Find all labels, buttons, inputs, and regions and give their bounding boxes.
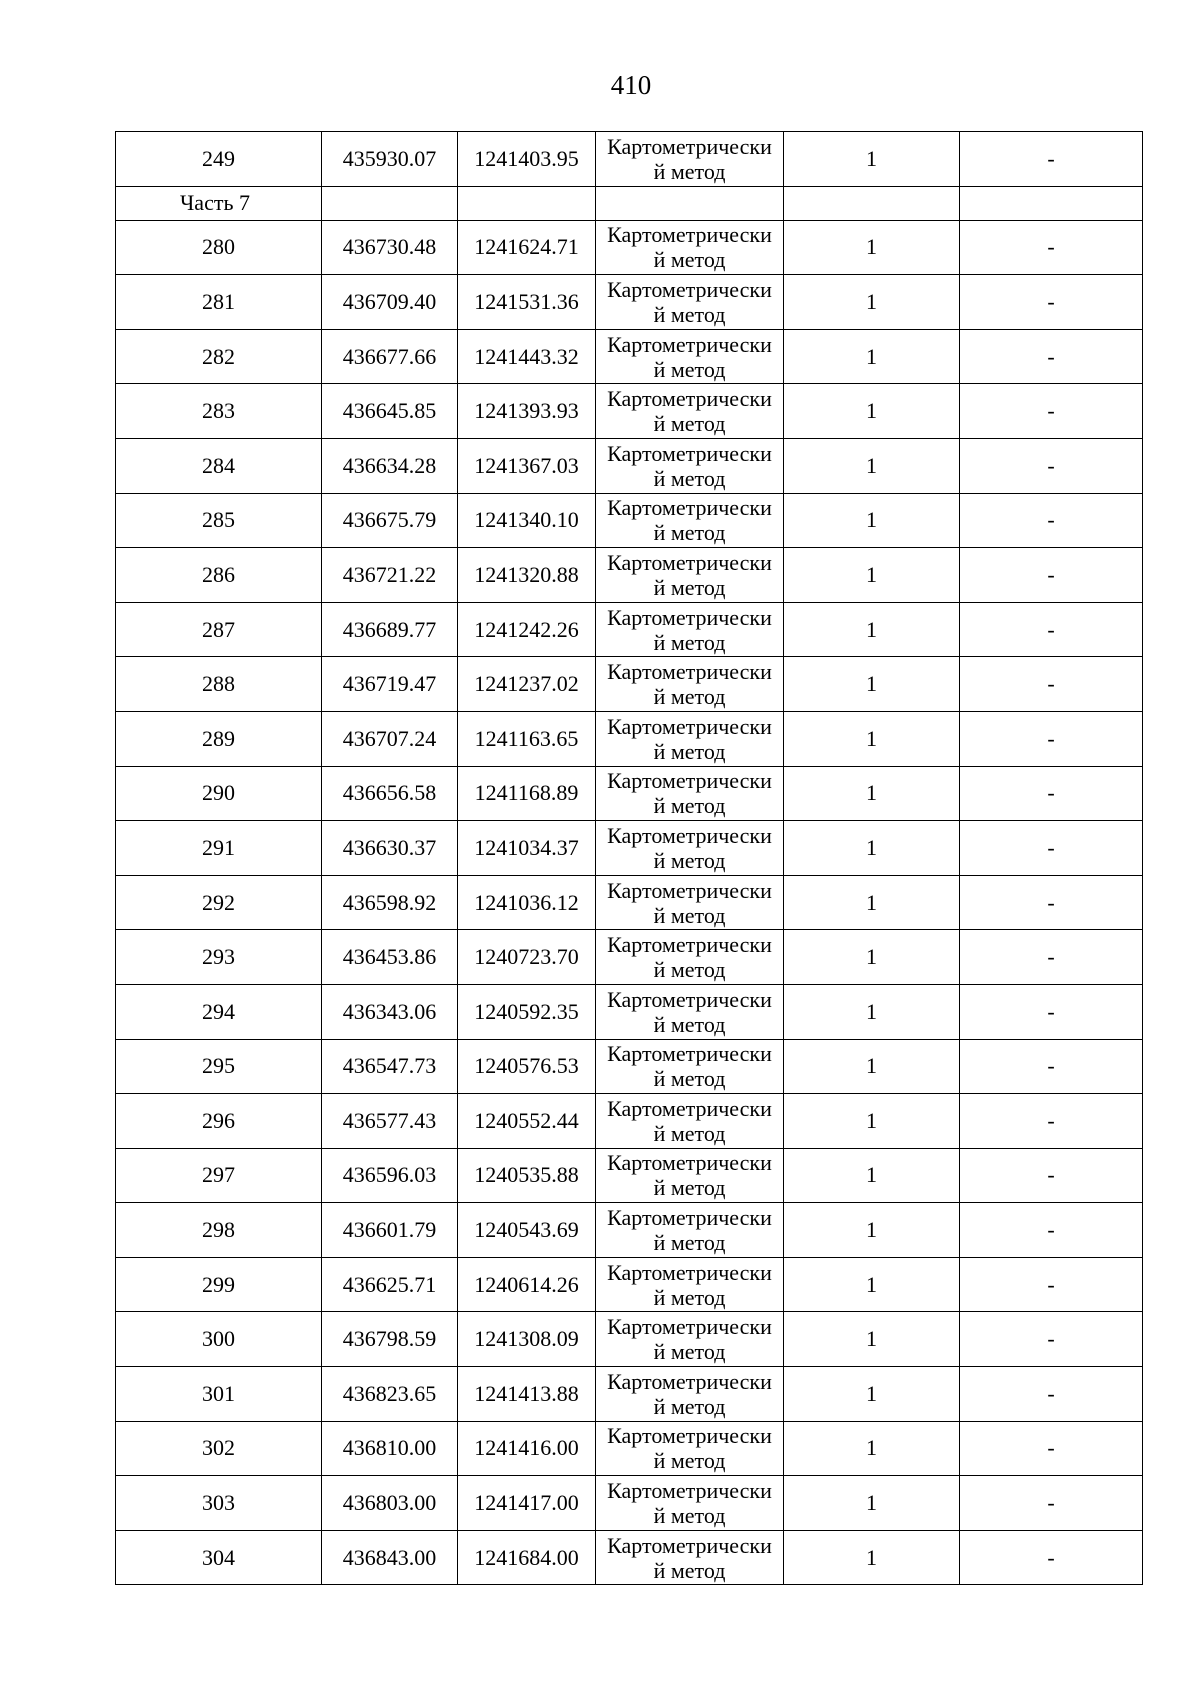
method-cell: [596, 1312, 784, 1367]
x-coordinate-cell: 436843.00: [322, 1530, 458, 1585]
x-coordinate-cell: 436453.86: [322, 930, 458, 985]
note-cell: -: [960, 132, 1143, 187]
table-row: [116, 1312, 1143, 1367]
method-cell: [596, 275, 784, 330]
y-coordinate-cell: 1240592.35: [458, 984, 596, 1039]
method-line-1: Картометрически: [607, 1095, 772, 1121]
y-coordinate-cell: 1241242.26: [458, 602, 596, 657]
y-coordinate-cell: 1241417.00: [458, 1476, 596, 1531]
note-cell: -: [960, 657, 1143, 712]
method-cell: [596, 384, 784, 439]
method-cell: [596, 1039, 784, 1094]
x-coordinate-cell: 436547.73: [322, 1039, 458, 1094]
page-number: 410: [610, 70, 652, 100]
table-row: [116, 766, 1143, 821]
note-cell: -: [960, 1367, 1143, 1422]
method-line-1: Картометрически: [607, 1314, 772, 1340]
method-line-1: Картометрически: [607, 1368, 772, 1394]
method-cell: [596, 220, 784, 275]
accuracy-cell: 1: [784, 1476, 960, 1531]
method-line-1: Картометрически: [607, 713, 772, 739]
y-coordinate-cell: 1241034.37: [458, 821, 596, 876]
accuracy-cell: 1: [784, 220, 960, 275]
method-line-2: й метод: [653, 520, 726, 546]
method-cell: [596, 1203, 784, 1258]
method-cell: [596, 548, 784, 603]
y-coordinate-cell: 1241163.65: [458, 711, 596, 766]
method-line-2: й метод: [653, 465, 726, 491]
note-cell: -: [960, 384, 1143, 439]
note-cell: -: [960, 602, 1143, 657]
note-cell: -: [960, 1257, 1143, 1312]
method-line-2: й метод: [653, 684, 726, 710]
y-coordinate-cell: 1241237.02: [458, 657, 596, 712]
x-coordinate-cell: 436601.79: [322, 1203, 458, 1258]
method-cell: [596, 821, 784, 876]
method-line-2: й метод: [653, 1120, 726, 1146]
method-line-1: Картометрически: [607, 1532, 772, 1558]
note-cell: -: [960, 930, 1143, 985]
y-coordinate-cell: 1241320.88: [458, 548, 596, 603]
note-cell: -: [960, 1530, 1143, 1585]
table-row: [116, 438, 1143, 493]
accuracy-cell: 1: [784, 711, 960, 766]
table-row: [116, 875, 1143, 930]
point-number-cell: 284: [116, 438, 322, 493]
y-coordinate-cell: 1241413.88: [458, 1367, 596, 1422]
method-line-2: й метод: [653, 574, 726, 600]
y-coordinate-cell: 1241443.32: [458, 329, 596, 384]
accuracy-cell: 1: [784, 602, 960, 657]
x-coordinate-cell: 436803.00: [322, 1476, 458, 1531]
table-row: [116, 1039, 1143, 1094]
accuracy-cell: 1: [784, 821, 960, 876]
method-line-2: й метод: [653, 1284, 726, 1310]
method-line-1: Картометрически: [607, 822, 772, 848]
method-cell: [596, 1148, 784, 1203]
x-coordinate-cell: 436810.00: [322, 1421, 458, 1476]
note-cell: -: [960, 1421, 1143, 1476]
note-cell: -: [960, 1148, 1143, 1203]
point-number-cell: 249: [116, 132, 322, 187]
method-cell: [596, 984, 784, 1039]
point-number-cell: 289: [116, 711, 322, 766]
method-line-1: Картометрически: [607, 222, 772, 248]
method-line-2: й метод: [653, 1011, 726, 1037]
method-line-2: й метод: [653, 411, 726, 437]
method-line-1: Картометрически: [607, 877, 772, 903]
method-line-2: й метод: [653, 1393, 726, 1419]
table-row: [116, 821, 1143, 876]
table-row: [116, 329, 1143, 384]
y-coordinate-cell: 1241168.89: [458, 766, 596, 821]
y-coordinate-cell: 1240543.69: [458, 1203, 596, 1258]
point-number-cell: 292: [116, 875, 322, 930]
x-coordinate-cell: 436719.47: [322, 657, 458, 712]
accuracy-cell: 1: [784, 1039, 960, 1094]
point-number-cell: 295: [116, 1039, 322, 1094]
point-number-cell: 287: [116, 602, 322, 657]
table-row: [116, 1421, 1143, 1476]
note-cell: -: [960, 493, 1143, 548]
coordinates-table: [115, 131, 1143, 1585]
y-coordinate-cell: 1241624.71: [458, 220, 596, 275]
point-number-cell: 280: [116, 220, 322, 275]
method-line-2: й метод: [653, 1230, 726, 1256]
accuracy-cell: 1: [784, 1203, 960, 1258]
table-row: [116, 602, 1143, 657]
point-number-cell: 288: [116, 657, 322, 712]
method-cell: [596, 711, 784, 766]
x-coordinate-cell: 436598.92: [322, 875, 458, 930]
empty-cell: [960, 186, 1143, 220]
note-cell: -: [960, 329, 1143, 384]
accuracy-cell: 1: [784, 132, 960, 187]
accuracy-cell: 1: [784, 1148, 960, 1203]
y-coordinate-cell: 1241416.00: [458, 1421, 596, 1476]
point-number-cell: 301: [116, 1367, 322, 1422]
accuracy-cell: 1: [784, 984, 960, 1039]
point-number-cell: 290: [116, 766, 322, 821]
x-coordinate-cell: 436630.37: [322, 821, 458, 876]
accuracy-cell: 1: [784, 875, 960, 930]
accuracy-cell: 1: [784, 1421, 960, 1476]
point-number-cell: 302: [116, 1421, 322, 1476]
accuracy-cell: 1: [784, 766, 960, 821]
method-line-1: Картометрически: [607, 133, 772, 159]
point-number-cell: 281: [116, 275, 322, 330]
method-cell: [596, 438, 784, 493]
point-number-cell: 299: [116, 1257, 322, 1312]
table-row: [116, 384, 1143, 439]
x-coordinate-cell: 436625.71: [322, 1257, 458, 1312]
note-cell: -: [960, 1094, 1143, 1149]
point-number-cell: 297: [116, 1148, 322, 1203]
point-number-cell: 291: [116, 821, 322, 876]
x-coordinate-cell: 436343.06: [322, 984, 458, 1039]
method-line-2: й метод: [653, 1557, 726, 1583]
y-coordinate-cell: 1240576.53: [458, 1039, 596, 1094]
x-coordinate-cell: 436798.59: [322, 1312, 458, 1367]
accuracy-cell: 1: [784, 329, 960, 384]
table-row: [116, 493, 1143, 548]
accuracy-cell: 1: [784, 1312, 960, 1367]
method-line-2: й метод: [653, 1339, 726, 1365]
method-line-1: Картометрически: [607, 1259, 772, 1285]
x-coordinate-cell: 436689.77: [322, 602, 458, 657]
method-line-1: Картометрически: [607, 1205, 772, 1231]
accuracy-cell: 1: [784, 657, 960, 712]
empty-cell: [596, 186, 784, 220]
table-row: [116, 711, 1143, 766]
method-line-1: Картометрически: [607, 604, 772, 630]
x-coordinate-cell: 436634.28: [322, 438, 458, 493]
note-cell: -: [960, 984, 1143, 1039]
method-line-2: й метод: [653, 1503, 726, 1529]
y-coordinate-cell: 1241036.12: [458, 875, 596, 930]
section-label: Часть 7: [116, 186, 322, 220]
method-line-1: Картометрически: [607, 1423, 772, 1449]
method-line-1: Картометрически: [607, 932, 772, 958]
accuracy-cell: 1: [784, 275, 960, 330]
y-coordinate-cell: 1240723.70: [458, 930, 596, 985]
point-number-cell: 283: [116, 384, 322, 439]
note-cell: -: [960, 438, 1143, 493]
accuracy-cell: 1: [784, 438, 960, 493]
x-coordinate-cell: 436823.65: [322, 1367, 458, 1422]
point-number-cell: 293: [116, 930, 322, 985]
point-number-cell: 296: [116, 1094, 322, 1149]
method-line-1: Картометрически: [607, 659, 772, 685]
point-number-cell: 300: [116, 1312, 322, 1367]
y-coordinate-cell: 1241367.03: [458, 438, 596, 493]
method-line-2: й метод: [653, 1175, 726, 1201]
x-coordinate-cell: 436596.03: [322, 1148, 458, 1203]
note-cell: -: [960, 875, 1143, 930]
x-coordinate-cell: 436577.43: [322, 1094, 458, 1149]
table-row: [116, 1148, 1143, 1203]
method-cell: [596, 875, 784, 930]
method-cell: [596, 766, 784, 821]
method-line-2: й метод: [653, 301, 726, 327]
empty-cell: [458, 186, 596, 220]
x-coordinate-cell: 436677.66: [322, 329, 458, 384]
method-line-1: Картометрически: [607, 768, 772, 794]
method-line-2: й метод: [653, 902, 726, 928]
x-coordinate-cell: 436721.22: [322, 548, 458, 603]
table-row: [116, 657, 1143, 712]
y-coordinate-cell: 1240535.88: [458, 1148, 596, 1203]
method-cell: [596, 329, 784, 384]
accuracy-cell: 1: [784, 493, 960, 548]
note-cell: -: [960, 766, 1143, 821]
table-row: [116, 1257, 1143, 1312]
x-coordinate-cell: 436707.24: [322, 711, 458, 766]
accuracy-cell: 1: [784, 930, 960, 985]
note-cell: -: [960, 821, 1143, 876]
method-line-1: Картометрически: [607, 1041, 772, 1067]
note-cell: -: [960, 711, 1143, 766]
point-number-cell: 294: [116, 984, 322, 1039]
method-line-2: й метод: [653, 247, 726, 273]
table-row: [116, 1476, 1143, 1531]
y-coordinate-cell: 1241393.93: [458, 384, 596, 439]
y-coordinate-cell: 1241308.09: [458, 1312, 596, 1367]
table-row: [116, 220, 1143, 275]
note-cell: -: [960, 1039, 1143, 1094]
accuracy-cell: 1: [784, 1094, 960, 1149]
method-cell: [596, 602, 784, 657]
note-cell: -: [960, 1476, 1143, 1531]
method-line-1: Картометрически: [607, 331, 772, 357]
y-coordinate-cell: 1241684.00: [458, 1530, 596, 1585]
point-number-cell: 304: [116, 1530, 322, 1585]
method-cell: [596, 132, 784, 187]
method-cell: [596, 930, 784, 985]
table-row: [116, 1367, 1143, 1422]
method-line-1: Картометрически: [607, 440, 772, 466]
accuracy-cell: 1: [784, 548, 960, 603]
method-line-1: Картометрически: [607, 1150, 772, 1176]
note-cell: -: [960, 275, 1143, 330]
x-coordinate-cell: 436730.48: [322, 220, 458, 275]
method-line-2: й метод: [653, 793, 726, 819]
method-cell: [596, 1257, 784, 1312]
method-line-2: й метод: [653, 1066, 726, 1092]
note-cell: -: [960, 220, 1143, 275]
table-row: [116, 984, 1143, 1039]
x-coordinate-cell: 436675.79: [322, 493, 458, 548]
accuracy-cell: 1: [784, 384, 960, 439]
method-line-2: й метод: [653, 738, 726, 764]
empty-cell: [784, 186, 960, 220]
method-line-2: й метод: [653, 158, 726, 184]
method-line-2: й метод: [653, 1448, 726, 1474]
accuracy-cell: 1: [784, 1257, 960, 1312]
method-cell: [596, 1367, 784, 1422]
method-cell: [596, 1094, 784, 1149]
y-coordinate-cell: 1241340.10: [458, 493, 596, 548]
method-line-2: й метод: [653, 957, 726, 983]
note-cell: -: [960, 1203, 1143, 1258]
table-row: [116, 548, 1143, 603]
method-cell: [596, 657, 784, 712]
section-row: [116, 186, 1143, 220]
method-line-2: й метод: [653, 356, 726, 382]
empty-cell: [322, 186, 458, 220]
method-line-1: Картометрически: [607, 1478, 772, 1504]
method-line-2: й метод: [653, 629, 726, 655]
method-line-1: Картометрически: [607, 549, 772, 575]
point-number-cell: 303: [116, 1476, 322, 1531]
note-cell: -: [960, 1312, 1143, 1367]
table-row: [116, 1203, 1143, 1258]
method-cell: [596, 1421, 784, 1476]
method-line-1: Картометрически: [607, 986, 772, 1012]
coordinates-table-body: [116, 132, 1143, 1585]
method-cell: [596, 1476, 784, 1531]
table-row: [116, 1094, 1143, 1149]
point-number-cell: 282: [116, 329, 322, 384]
y-coordinate-cell: 1241531.36: [458, 275, 596, 330]
note-cell: -: [960, 548, 1143, 603]
y-coordinate-cell: 1240614.26: [458, 1257, 596, 1312]
method-cell: [596, 493, 784, 548]
table-row: [116, 930, 1143, 985]
point-number-cell: 286: [116, 548, 322, 603]
method-cell: [596, 1530, 784, 1585]
accuracy-cell: 1: [784, 1367, 960, 1422]
method-line-1: Картометрически: [607, 495, 772, 521]
y-coordinate-cell: 1240552.44: [458, 1094, 596, 1149]
point-number-cell: 285: [116, 493, 322, 548]
method-line-1: Картометрически: [607, 276, 772, 302]
y-coordinate-cell: 1241403.95: [458, 132, 596, 187]
x-coordinate-cell: 436656.58: [322, 766, 458, 821]
method-line-1: Картометрически: [607, 386, 772, 412]
table-row: [116, 1530, 1143, 1585]
accuracy-cell: 1: [784, 1530, 960, 1585]
method-line-2: й метод: [653, 847, 726, 873]
table-row: [116, 275, 1143, 330]
x-coordinate-cell: 435930.07: [322, 132, 458, 187]
x-coordinate-cell: 436645.85: [322, 384, 458, 439]
table-row: [116, 132, 1143, 187]
point-number-cell: 298: [116, 1203, 322, 1258]
x-coordinate-cell: 436709.40: [322, 275, 458, 330]
